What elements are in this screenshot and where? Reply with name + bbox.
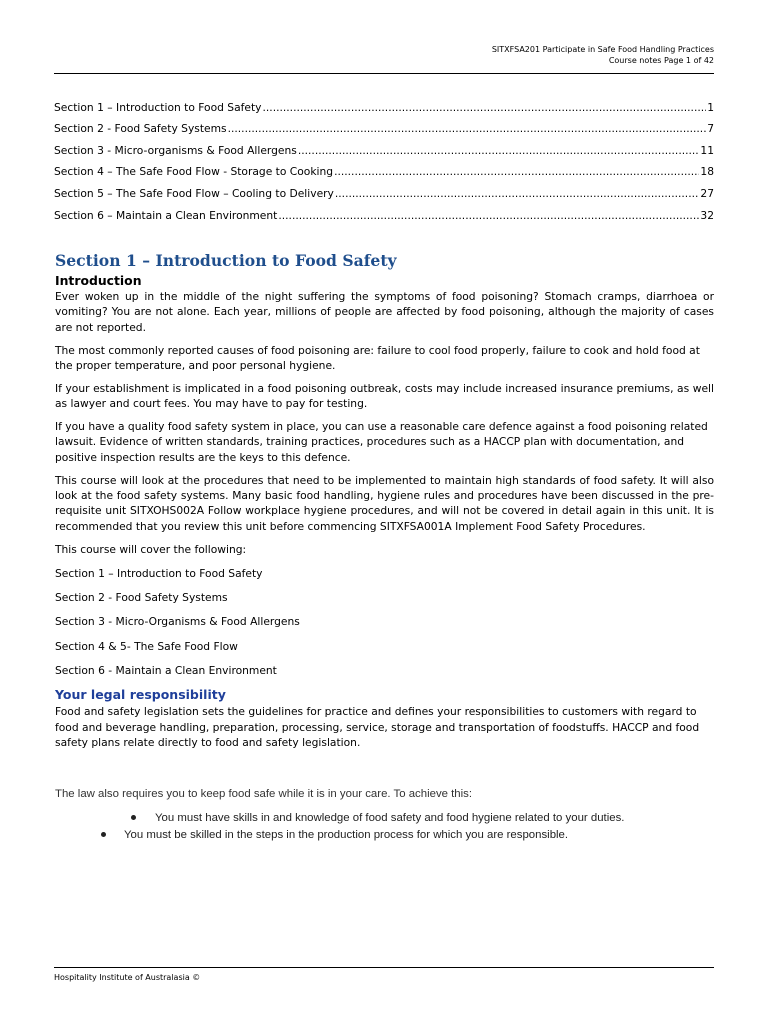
toc-leader-dots: [335, 187, 700, 201]
body-paragraph: This course will look at the procedures that need to be implemented to maintain high standards of food safety. It will also look at the food safety systems. Many basic food handling, hygiene rules and procedures have been discussed in the pre- requisite unit SITXOHS002A Follow workplace hygiene procedures, and will not be covered in detail again in this unit. It is recommended that you review this unit before commencing SITXFSA001A Implement Food Safety Procedures.: [55, 473, 714, 533]
toc-entry[interactable]: [54, 201, 714, 223]
course-cover-item: Section 1 – Introduction to Food Safety: [55, 566, 263, 580]
list-item: [55, 827, 714, 843]
course-cover-item: Section 2 - Food Safety Systems: [55, 591, 228, 605]
toc-entry-page: 27: [700, 186, 714, 200]
toc-entry-label: Section 5 – The Safe Food Flow – Cooling to Delivery: [54, 186, 334, 200]
introduction-heading: Introduction: [55, 273, 142, 288]
legal-paragraph: Food and safety legislation sets the guidelines for practice and defines your responsibilities to customers with regard to food and beverage handling, preparation, processing, service, storage and transportation of foodstuffs. HACCP and food safety plans relate directly to food and safety legislation.: [55, 705, 700, 749]
list-item: [55, 810, 714, 826]
body-paragraph: If your establishment is implicated in a food poisoning outbreak, costs may include increased insurance premiums, as well as lawyer and court fees. You may have to pay for testing.: [55, 381, 714, 411]
legal-responsibility-heading: Your legal responsibility: [55, 687, 226, 703]
toc-entry-page: 32: [700, 208, 714, 222]
list-item-text: You must be skilled in the steps in the production process for which you are responsible.: [124, 828, 569, 841]
toc-entry-label: Section 3 - Micro-organisms & Food Allergens: [54, 143, 297, 157]
toc-entry-page: 11: [700, 143, 714, 157]
page-header: [492, 44, 714, 66]
law-intro: The law also requires you to keep food safe while it is in your care. To achieve this:: [55, 788, 473, 801]
toc-entry-label: Section 4 – The Safe Food Flow - Storage to Cooking: [54, 165, 334, 179]
list-item-text: You must have skills in and knowledge of food safety and food hygiene related to your duties.: [155, 812, 625, 825]
course-cover-item: Section 3 - Micro-Organisms & Food Allergens: [55, 615, 300, 629]
toc-entry[interactable]: [54, 115, 714, 137]
toc-entry[interactable]: [54, 158, 714, 180]
course-cover-item: Section 6 - Maintain a Clean Environment: [55, 664, 277, 678]
toc-leader-dots: [334, 165, 699, 179]
footer-divider: [54, 967, 714, 968]
body-paragraph: Ever woken up in the middle of the night suffering the symptoms of food poisoning? Stomach cramps, diarrhoea or vomiting? You are not alone. Each year, millions of people are affected by food poisoning, although the majority of cases are not reported.: [55, 290, 714, 334]
toc-entry[interactable]: [54, 136, 714, 158]
course-cover-item: Section 4 & 5- The Safe Food Flow: [55, 639, 238, 653]
body-paragraph: If you have a quality food safety system in place, you can use a reasonable care defence against a food poisoning related lawsuit. Evidence of written standards, training practices, procedures such as a HACCP plan with documentation, and positive inspection results are the keys to this defence.: [55, 420, 708, 464]
body-paragraph: The most commonly reported causes of food poisoning are: failure to cool food properly, failure to cook and hold food at the proper temperature, and poor personal hygiene.: [55, 343, 700, 372]
bullet-icon: [131, 815, 136, 820]
toc-entry-page: 18: [700, 165, 714, 179]
table-of-contents: [54, 93, 714, 223]
law-bullet-list: [55, 810, 714, 843]
course-cover-intro: This course will cover the following:: [55, 542, 247, 556]
bullet-icon: [101, 832, 106, 837]
header-page-number: Course notes Page 1 of 42: [608, 56, 714, 65]
toc-entry[interactable]: [54, 93, 714, 115]
toc-entry-page: 1: [707, 100, 714, 114]
page-footer: Hospitality Institute of Australasia ©: [54, 973, 201, 982]
section-title: Section 1 – Introduction to Food Safety: [55, 251, 397, 270]
toc-leader-dots: [278, 209, 699, 223]
toc-entry-label: Section 6 – Maintain a Clean Environment: [54, 208, 278, 222]
toc-entry-label: Section 2 - Food Safety Systems: [54, 122, 227, 136]
toc-entry-label: Section 1 – Introduction to Food Safety: [54, 100, 262, 114]
header-course-title: SITXFSA201 Participate in Safe Food Handling Practices: [491, 45, 714, 54]
toc-entry[interactable]: [54, 179, 714, 201]
header-divider: [54, 73, 714, 74]
toc-leader-dots: [298, 144, 700, 158]
toc-leader-dots: [228, 122, 707, 136]
toc-leader-dots: [263, 101, 707, 115]
section-1-content: [55, 251, 714, 843]
toc-entry-page: 7: [707, 122, 714, 136]
